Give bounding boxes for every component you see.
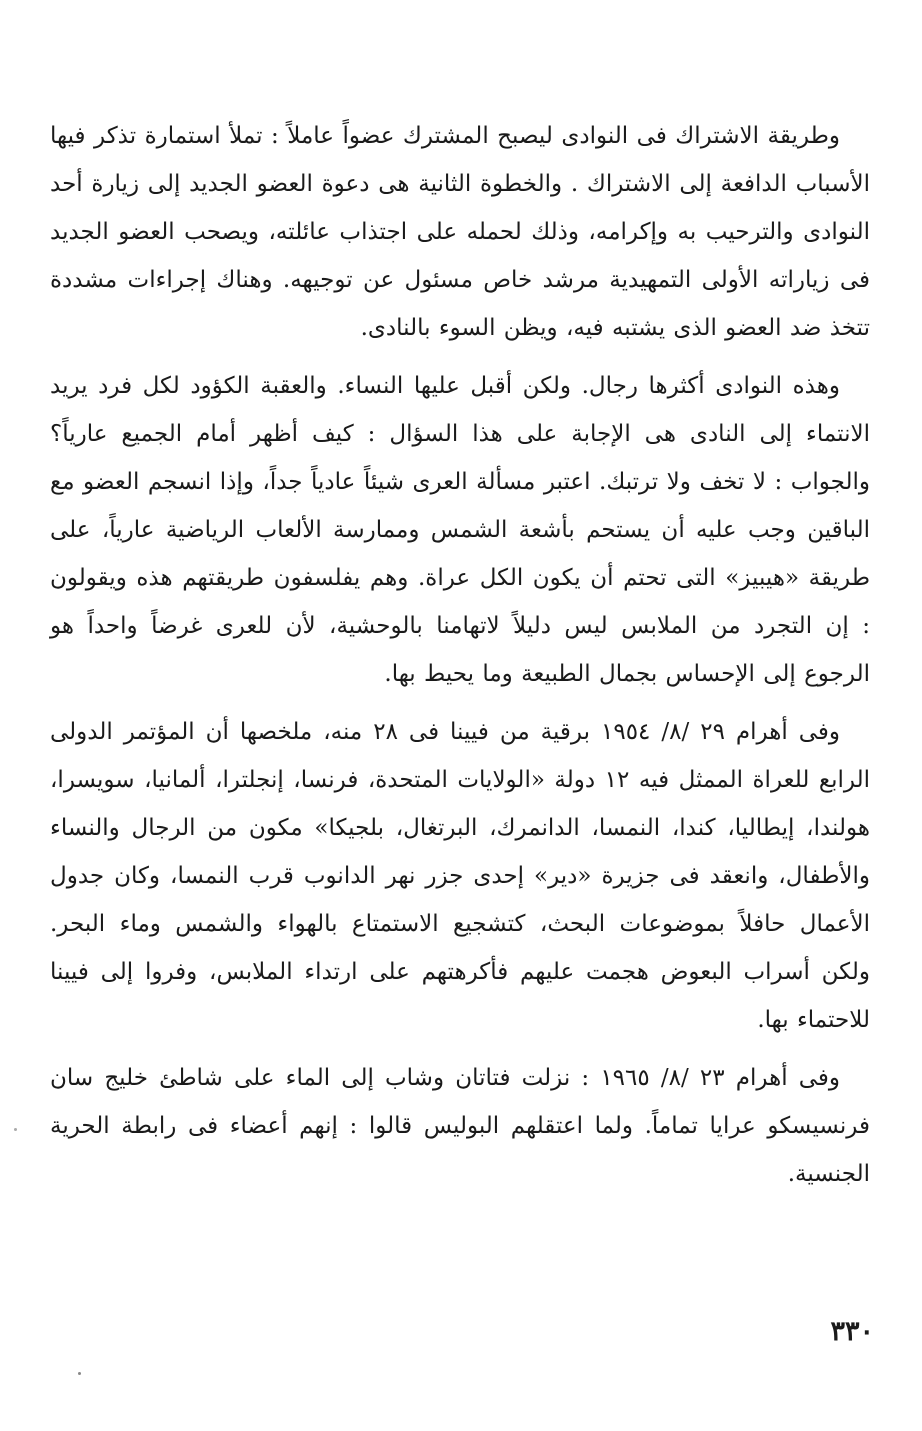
body-text	[50, 112, 870, 1208]
paragraph-4: وفى أهرام ٢٣ /٨/ ١٩٦٥ : نزلت فتاتان وشاب إلى الماء على شاطئ خليج سان فرنسيسكو عرايا تماماً. ولما اعتقلهم البوليس قالوا : إنهم أعضاء فى رابطة الحرية الجنسية.	[50, 1065, 870, 1187]
scan-speck	[14, 1128, 17, 1131]
scan-speck	[78, 1372, 81, 1375]
page-number: ٣٣٠	[830, 1316, 874, 1347]
paragraph-2: وهذه النوادى أكثرها رجال. ولكن أقبل عليها النساء. والعقبة الكؤود لكل فرد يريد الانتماء إلى النادى هى الإجابة على هذا السؤال : كيف أظهر أمام الجميع عارياً؟ والجواب : لا تخف ولا ترتبك. اعتبر مسألة العرى شيئاً عادياً جداً، وإذا انسجم العضو مع الباقين وجب عليه أن يستحم بأشعة الشمس وممارسة الألعاب الرياضية عارياً، على طريقة «هيبيز» التى تحتم أن يكون الكل عراة. وهم يفلسفون طريقتهم هذه ويقولون : إن التجرد من الملابس ليس دليلاً لاتهامنا بالوحشية، لأن للعرى غرضاً واحداً هو الرجوع إلى الإحساس بجمال الطبيعة وما يحيط بها.	[50, 373, 870, 687]
paragraph-3: وفى أهرام ٢٩ /٨/ ١٩٥٤ برقية من فيينا فى ٢٨ منه، ملخصها أن المؤتمر الدولى الرابع للعراة الممثل فيه ١٢ دولة «الولايات المتحدة، فرنسا، إنجلترا، ألمانيا، سويسرا، هولندا، إيطاليا، كندا، النمسا، الدانمرك، البرتغال، بلجيكا» مكون من الرجال والنساء والأطفال، وانعقد فى جزيرة «دير» إحدى جزر نهر الدانوب قرب النمسا، وكان جدول الأعمال حافلاً بموضوعات البحث، كتشجيع الاستمتاع بالهواء والشمس وماء البحر. ولكن أسراب البعوض هجمت عليهم فأكرهتهم على ارتداء الملابس، وفروا إلى فيينا للاحتماء بها.	[50, 719, 870, 1033]
paragraph-1: وطريقة الاشتراك فى النوادى ليصبح المشترك عضواً عاملاً : تملأ استمارة تذكر فيها الأسباب الدافعة إلى الاشتراك . والخطوة الثانية هى دعوة العضو الجديد إلى زيارة أحد النوادى والترحيب به وإكرامه، وذلك لحمله على اجتذاب عائلته، ويصحب العضو الجديد فى زياراته الأولى التمهيدية مرشد خاص مسئول عن توجيهه. وهناك إجراءات مشددة تتخذ ضد العضو الذى يشتبه فيه، ويظن السوء بالنادى.	[50, 123, 870, 341]
